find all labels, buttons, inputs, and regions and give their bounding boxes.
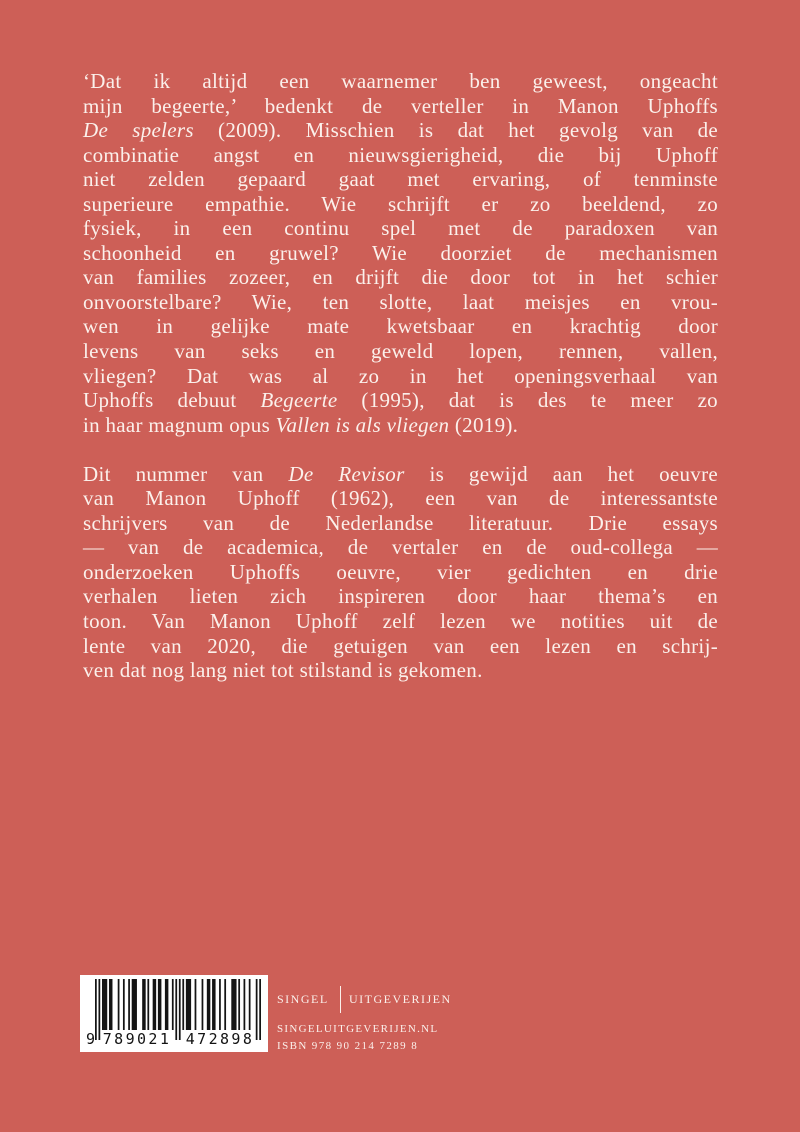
barcode-guard-bar bbox=[259, 979, 261, 1040]
text-line bbox=[83, 69, 718, 94]
text-line bbox=[83, 241, 718, 266]
barcode-bar bbox=[238, 979, 240, 1030]
text-line bbox=[83, 339, 718, 364]
text-segment: ven dat nog lang niet tot stilstand is gekomen. bbox=[83, 658, 483, 683]
text-line bbox=[83, 143, 718, 168]
text-line bbox=[83, 192, 718, 217]
barcode-bar bbox=[118, 979, 120, 1030]
barcode-guard-bar bbox=[95, 979, 97, 1040]
barcode-first-digit: 9 bbox=[86, 1030, 96, 1048]
barcode-bar bbox=[224, 979, 226, 1030]
text-segment: toon. Van Manon Uphoff zelf lezen we notities uit de bbox=[83, 609, 718, 634]
text-line bbox=[83, 462, 718, 487]
text-line bbox=[83, 94, 718, 119]
barcode-bar bbox=[128, 979, 130, 1030]
text-line bbox=[83, 535, 718, 560]
text-segment: fysiek, in een continu spel met de paradoxen van bbox=[83, 216, 718, 241]
text-segment: Uphoffs debuut bbox=[83, 388, 261, 413]
barcode-bar bbox=[172, 979, 174, 1030]
text-segment: verhalen lieten zich inspireren door haar thema’s en bbox=[83, 584, 718, 609]
text-segment: (1995), dat is des te meer zo bbox=[337, 388, 718, 413]
blurb-paragraph bbox=[83, 69, 718, 437]
barcode-bar bbox=[212, 979, 215, 1030]
text-segment: combinatie angst en nieuwsgierigheid, die bij Uphoff bbox=[83, 142, 718, 167]
barcode-bar bbox=[186, 979, 191, 1030]
barcode-bar bbox=[231, 979, 236, 1030]
barcode-bar bbox=[158, 979, 161, 1030]
italic-title: Vallen is als vliegen bbox=[275, 412, 450, 437]
text-line bbox=[83, 167, 718, 192]
italic-title: De Revisor bbox=[288, 461, 405, 486]
text-line bbox=[83, 486, 718, 511]
barcode-bar bbox=[165, 979, 168, 1030]
text-segment: van Manon Uphoff (1962), een van de interessantste bbox=[83, 486, 718, 511]
barcode-bar bbox=[244, 979, 246, 1030]
barcode-bar bbox=[147, 979, 149, 1030]
text-line bbox=[83, 388, 718, 413]
barcode-bar bbox=[123, 979, 125, 1030]
barcode-bar bbox=[182, 979, 184, 1030]
barcode-bar bbox=[153, 979, 156, 1030]
text-segment: Dit nummer van bbox=[83, 461, 289, 486]
text-line bbox=[83, 290, 718, 315]
logo-divider bbox=[340, 986, 341, 1013]
blurb bbox=[83, 69, 718, 683]
text-segment: schoonheid en gruwel? Wie doorziet de mechanismen bbox=[83, 240, 718, 265]
text-segment: superieure empathie. Wie schrijft er zo beeldend, zo bbox=[83, 191, 718, 216]
text-line bbox=[83, 364, 718, 389]
barcode-bar bbox=[142, 979, 145, 1030]
text-line bbox=[83, 634, 718, 659]
barcode-bar bbox=[207, 979, 210, 1030]
text-line bbox=[83, 413, 718, 438]
publisher-website: SINGELUITGEVERIJEN.NL bbox=[277, 1023, 439, 1035]
text-line bbox=[83, 609, 718, 634]
text-segment: in haar magnum opus bbox=[83, 412, 276, 437]
italic-title: De spelers bbox=[83, 118, 194, 143]
text-line bbox=[83, 560, 718, 585]
text-segment: lente van 2020, die getuigen van een lezen en schrij- bbox=[83, 633, 718, 658]
barcode-bar bbox=[195, 979, 197, 1030]
barcode-bar bbox=[249, 979, 251, 1030]
text-segment: mijn begeerte,’ bedenkt de verteller in Manon Uphoffs bbox=[83, 93, 718, 118]
publisher-name-uitgeverijen: UITGEVERIJEN bbox=[349, 992, 452, 1006]
text-line bbox=[83, 118, 718, 143]
publisher-name-singel: SINGEL bbox=[277, 992, 329, 1006]
text-segment: onvoorstelbare? Wie, ten slotte, laat meisjes en vrou- bbox=[83, 289, 718, 314]
text-segment: onderzoeken Uphoffs oeuvre, vier gedichten en drie bbox=[83, 559, 718, 584]
text-line bbox=[83, 265, 718, 290]
text-segment: — van de academica, de vertaler en de oud-collega — bbox=[83, 535, 718, 560]
text-segment: (2009). Misschien is dat het gevolg van de bbox=[193, 118, 719, 143]
text-segment: van families zozeer, en drijft die door tot in het schier bbox=[83, 265, 718, 290]
barcode-guard-bar bbox=[175, 979, 177, 1040]
barcode-bar bbox=[102, 979, 107, 1030]
text-segment: ‘Dat ik altijd een waarnemer ben geweest, ongeacht bbox=[83, 69, 718, 93]
text-line bbox=[83, 314, 718, 339]
text-line bbox=[83, 658, 718, 683]
text-segment: schrijvers van de Nederlandse literatuur. Drie essays bbox=[83, 510, 718, 535]
barcode-bar bbox=[109, 979, 112, 1030]
barcode-bar bbox=[219, 979, 221, 1030]
barcode-left-digits: 789021 bbox=[102, 1030, 172, 1048]
barcode bbox=[80, 975, 268, 1052]
blurb-paragraph bbox=[83, 462, 718, 683]
text-segment: niet zelden gepaard gaat met ervaring, of tenminste bbox=[83, 167, 718, 192]
text-segment: (2019). bbox=[449, 412, 519, 437]
italic-title: Begeerte bbox=[260, 388, 338, 413]
text-segment: wen in gelijke mate kwetsbaar en krachtig door bbox=[83, 314, 718, 339]
text-line bbox=[83, 511, 718, 536]
barcode-bar bbox=[202, 979, 204, 1030]
barcode-bar bbox=[132, 979, 137, 1030]
barcode-guard-bar bbox=[179, 979, 181, 1040]
barcode-right-digits: 472898 bbox=[185, 1030, 255, 1048]
text-segment: is gewijd aan het oeuvre bbox=[404, 461, 719, 486]
text-line bbox=[83, 216, 718, 241]
text-segment: vliegen? Dat was al zo in het openingsverhaal van bbox=[83, 363, 718, 388]
text-segment: levens van seks en geweld lopen, rennen, vallen, bbox=[83, 339, 718, 364]
text-line bbox=[83, 584, 718, 609]
isbn: ISBN 978 90 214 7289 8 bbox=[277, 1040, 419, 1052]
